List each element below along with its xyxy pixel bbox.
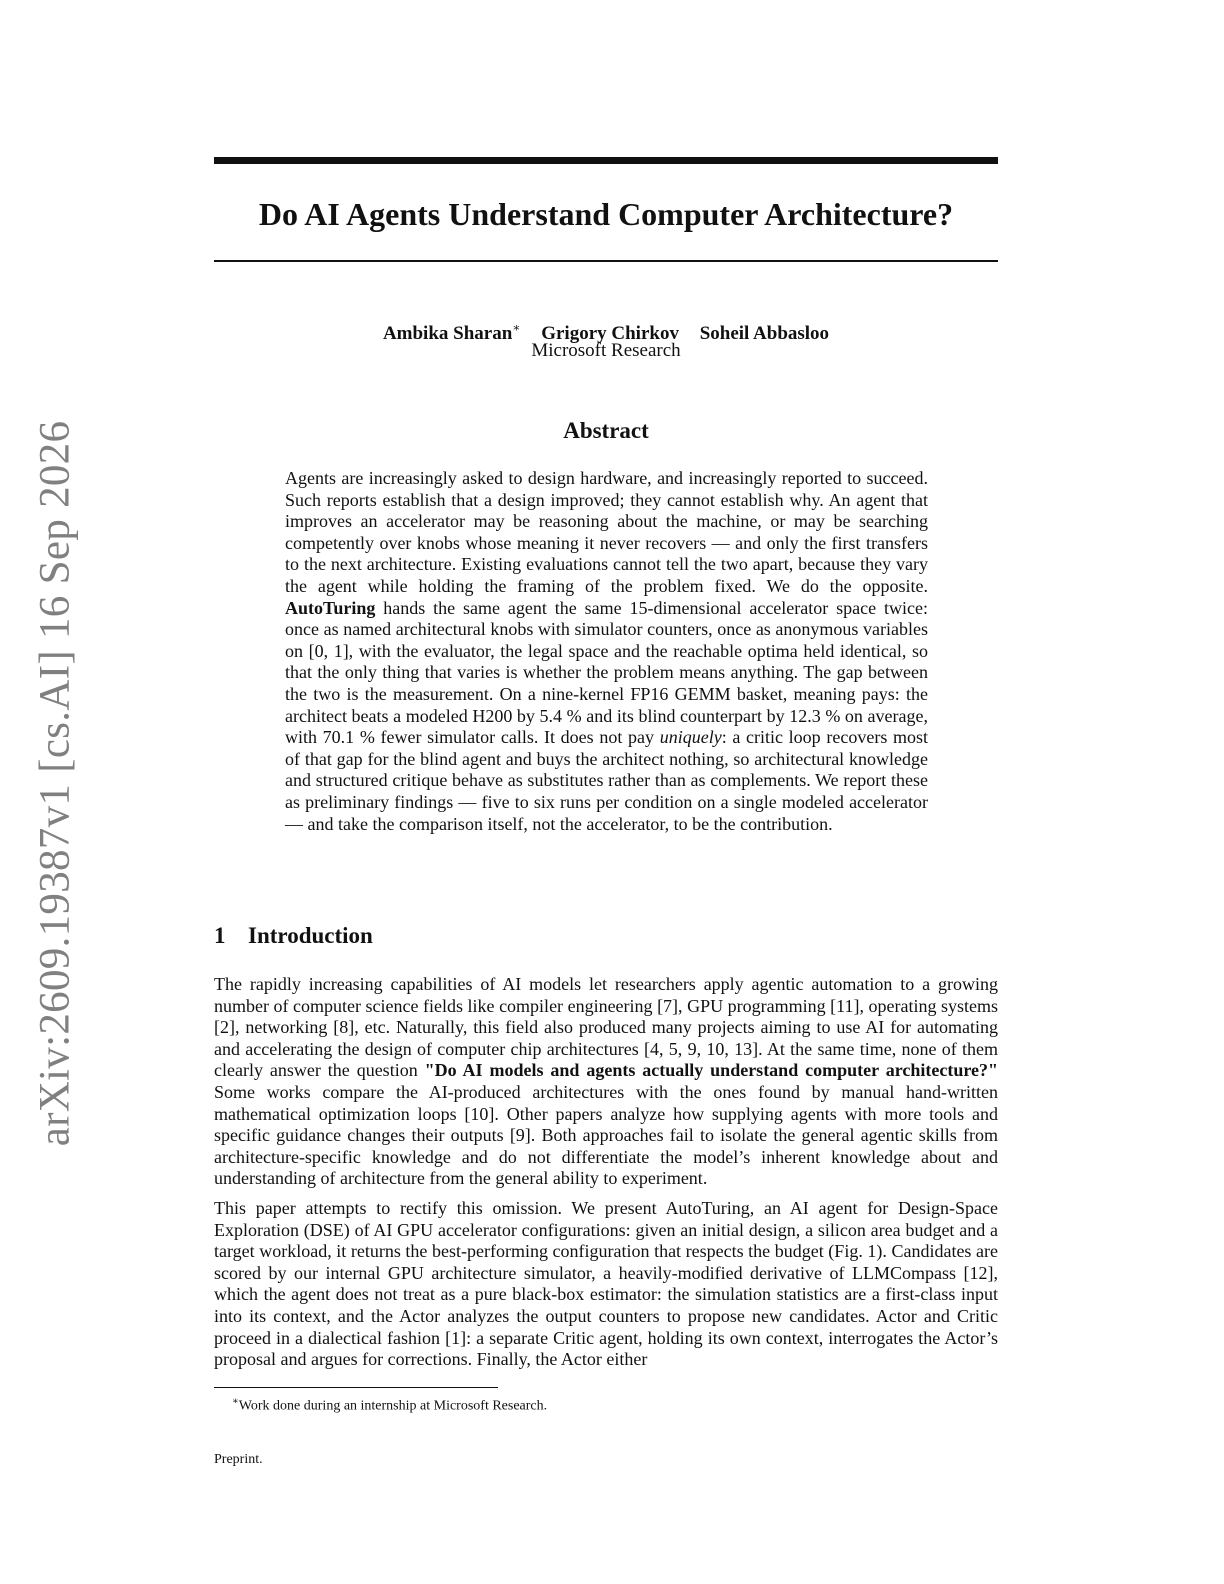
emphasis: uniquely — [659, 727, 722, 748]
author-affiliation: Microsoft Research — [531, 340, 681, 361]
footnote-mark: ∗ — [232, 1396, 239, 1407]
section-number: 1 — [214, 923, 226, 948]
arxiv-identifier-text: arXiv:2609.19387v1 [cs.AI] 16 Sep 2026 — [31, 420, 79, 1146]
section-heading — [214, 921, 373, 951]
author-name: Ambika Sharan∗ — [382, 321, 521, 345]
footnote: ∗Work done during an internship at Microsoft Research. — [232, 1396, 548, 1414]
footnote-mark: ∗ — [512, 321, 521, 335]
abstract-heading: Abstract — [563, 418, 649, 443]
author-name: Grigory Chirkov — [541, 323, 679, 345]
paper-title: Do AI Agents Understand Computer Architecture? — [258, 196, 954, 232]
key-question: "Do AI models and agents actually understand computer architecture?" — [424, 1060, 998, 1081]
footnote-rule — [214, 1387, 498, 1388]
title-top-rule — [214, 157, 998, 164]
title-bottom-rule — [214, 260, 998, 262]
arxiv-identifier — [31, 420, 79, 1146]
system-name: AutoTuring — [285, 597, 376, 618]
author-name: Soheil Abbasloo — [699, 323, 830, 345]
preprint-label: Preprint. — [214, 1452, 263, 1467]
section-title: Introduction — [248, 923, 373, 948]
intro-paragraph-2: This paper attempts to rectify this omission. We present AutoTuring, an AI agent for Design-Space Exploration (DSE) of AI GPU accelerator configurations: given an initial design, a silicon area budget and a target workload, it returns the best-performing configuration that respects the budget (Fig. 1). Candidates are scored by our internal GPU architecture simulator, a heavily-modified derivative of LLMCompass [12], which the agent does not treat as a pure black-box estimator: the simulation statistics are a first-class input into its context, and the Actor analyzes the output counters to propose new candidates. Actor and Critic proceed in a dialectical fashion [1]: a separate Critic agent, holding its own context, interrogates the Actor’s proposal and argues for corrections. Finally, the Actor either — [214, 1198, 998, 1370]
intro-paragraph-1: The rapidly increasing capabilities of AI models let researchers apply agentic automation to a growing number of computer science fields like compiler engineering [7], GPU programming [11], operating systems [2], networking [8], etc. Naturally, this field also produced many projects aiming to use AI for automating and accelerating the design of computer chip architectures [4, 5, 9, 10, 13]. At the same time, none of them clearly answer the question "Do AI models and agents actually understand computer architecture?" Some works compare the AI-produced architectures with the ones found by manual hand-written mathematical optimization loops [10]. Other papers analyze how supplying agents with more tools and specific guidance changes their outputs [9]. Both approaches fail to isolate the general agentic skills from architecture-specific knowledge and do not differentiate the model’s inherent knowledge about and understanding of architecture from the general ability to experiment. — [214, 974, 998, 1189]
abstract-body: Agents are increasingly asked to design hardware, and increasingly reported to succeed. Such reports establish that a design improved; they cannot establish why. An agent that improves an accelerator may be reasoning about the machine, or may be searching competently over knobs whose meaning it never recovers — and only the first transfers to the next architecture. Existing evaluations cannot tell the two apart, because they vary the agent while holding the framing of the problem fixed. We do the opposite. AutoTuring hands the same agent the same 15-dimensional accelerator space twice: once as named architectural knobs with simulator counters, once as anonymous variables on [0, 1], with the evaluator, the legal space and the reachable optima held identical, so that the only thing that varies is whether the problem means anything. The gap between the two is the measurement. On a nine-kernel FP16 GEMM basket, meaning pays: the architect beats a modeled H200 by 5.4 % and its blind counterpart by 12.3 % on average, with 70.1 % fewer simulator calls. It does not pay uniquely: a critic loop recovers most of that gap for the blind agent and buys the architect nothing, so architectural knowledge and structured critique behave as substitutes rather than as complements. We report these as preliminary findings — five to six runs per condition on a single modeled accelerator — and take the comparison itself, not the accelerator, to be the contribution. — [285, 468, 929, 834]
